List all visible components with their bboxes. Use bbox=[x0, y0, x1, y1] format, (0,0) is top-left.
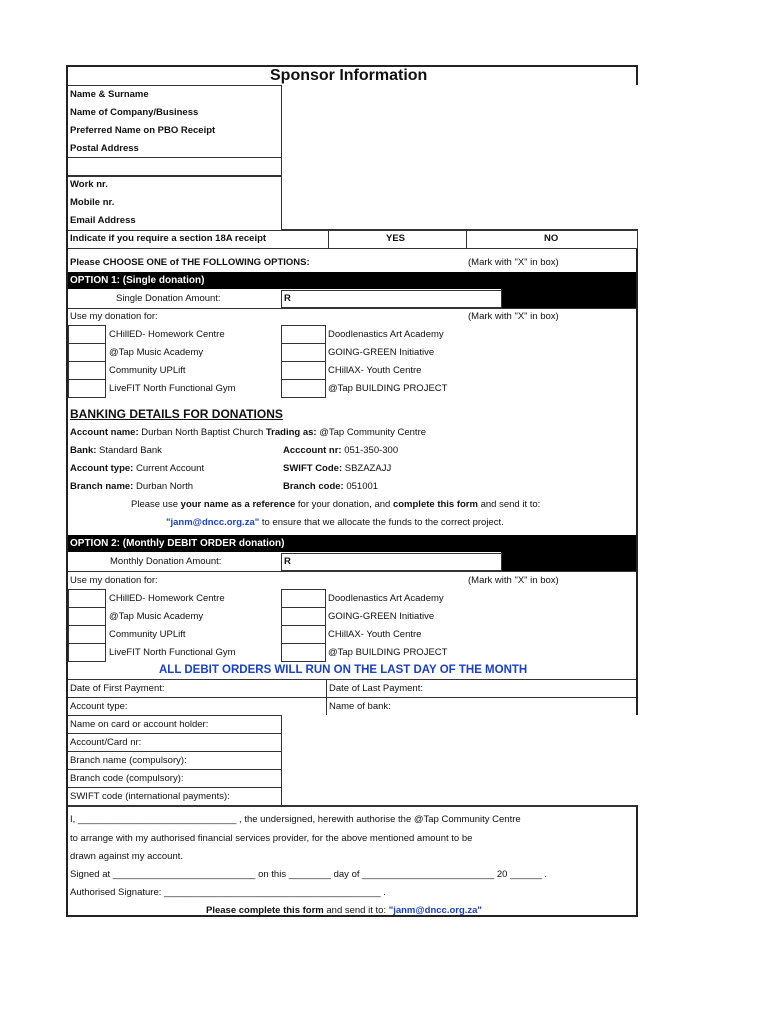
divider bbox=[68, 157, 281, 158]
pbo-name-input[interactable] bbox=[281, 121, 638, 140]
option-label: Doodlenastics Art Academy bbox=[328, 593, 444, 604]
field-label-email: Email Address bbox=[70, 215, 136, 226]
checkbox-building[interactable] bbox=[281, 379, 326, 398]
checkbox-going-green[interactable] bbox=[281, 343, 326, 362]
currency-symbol: R bbox=[284, 556, 291, 567]
option-label: CHillAX- Youth Centre bbox=[328, 365, 422, 376]
account-holder-label: Name on card or account holder: bbox=[70, 719, 209, 730]
debit-order-notice: ALL DEBIT ORDERS WILL RUN ON THE LAST DAY OF THE MONTH bbox=[159, 664, 528, 676]
checkbox-going-green-2[interactable] bbox=[281, 607, 326, 626]
auth-line-1: I, ______________________________ , the undersigned, herewith authorise the @Tap Community Centre bbox=[70, 814, 521, 825]
divider bbox=[68, 787, 281, 788]
trading-value: @Tap Community Centre bbox=[319, 427, 427, 438]
account-nr-label: Acccount nr: bbox=[283, 445, 342, 456]
option2-header: OPTION 2: (Monthly DEBIT ORDER donation) bbox=[70, 538, 285, 549]
single-amount-input[interactable] bbox=[281, 290, 502, 308]
checkbox-gym[interactable] bbox=[68, 379, 106, 398]
email-input[interactable] bbox=[281, 211, 638, 230]
account-name-value: Durban North Baptist Church bbox=[141, 427, 264, 438]
reference-note: Please use your name as a reference for your donation, and complete this form and send it to: bbox=[131, 499, 541, 510]
last-payment-label: Date of Last Payment: bbox=[329, 683, 423, 694]
signature-line: Authorised Signature: _________________________________________ . bbox=[70, 887, 386, 898]
account-type-value: Current Account bbox=[135, 463, 205, 474]
divider bbox=[68, 679, 636, 680]
swift-field-label: SWIFT code (international payments): bbox=[70, 791, 230, 802]
divider bbox=[68, 248, 636, 249]
sponsor-form bbox=[66, 65, 638, 917]
divider bbox=[68, 697, 636, 698]
mark-instruction: (Mark with "X" in box) bbox=[468, 311, 559, 322]
branch-name-input[interactable] bbox=[281, 751, 638, 770]
checkbox-chillax-2[interactable] bbox=[281, 625, 326, 644]
field-label-work-nr: Work nr. bbox=[70, 179, 108, 190]
page-title: Sponsor Information bbox=[270, 67, 428, 84]
branch-name-label: Branch name: bbox=[70, 481, 134, 492]
use-donation-label: Use my donation for: bbox=[70, 311, 158, 322]
divider bbox=[68, 805, 636, 807]
swift-value: SBZAZAJJ bbox=[344, 463, 392, 474]
divider bbox=[68, 571, 636, 572]
option-label: Community UPLift bbox=[109, 629, 186, 640]
checkbox-music-2[interactable] bbox=[68, 607, 106, 626]
checkbox-gym-2[interactable] bbox=[68, 643, 106, 662]
mobile-nr-input[interactable] bbox=[281, 193, 638, 212]
field-label-pbo-name: Preferred Name on PBO Receipt bbox=[70, 125, 216, 136]
bank-value: Standard Bank bbox=[99, 445, 162, 456]
bank-name-field-label: Name of bank: bbox=[329, 701, 391, 712]
email-note: "janm@dncc.org.za" to ensure that we allocate the funds to the correct project. bbox=[166, 517, 504, 528]
checkbox-doodlenastics-2[interactable] bbox=[281, 589, 326, 608]
option1-header: OPTION 1: (Single donation) bbox=[70, 275, 205, 286]
mark-instruction: (Mark with "X" in box) bbox=[468, 257, 559, 268]
divider bbox=[68, 733, 281, 734]
bank-label: Bank: bbox=[70, 445, 97, 456]
branch-code-input[interactable] bbox=[281, 769, 638, 788]
checkbox-chilled-2[interactable] bbox=[68, 589, 106, 608]
option-label: CHillAX- Youth Centre bbox=[328, 629, 422, 640]
account-name-label: Account name: bbox=[70, 427, 139, 438]
checkbox-chilled[interactable] bbox=[68, 325, 106, 344]
option-label: Community UPLift bbox=[109, 365, 186, 376]
account-card-nr-input[interactable] bbox=[281, 733, 638, 752]
option-label: GOING-GREEN Initiative bbox=[328, 611, 435, 622]
first-payment-label: Date of First Payment: bbox=[70, 683, 165, 694]
single-amount-label: Single Donation Amount: bbox=[116, 293, 221, 304]
option-label: Doodlenastics Art Academy bbox=[328, 329, 444, 340]
option-label: @Tap Music Academy bbox=[109, 347, 204, 358]
option-label: LiveFIT North Functional Gym bbox=[109, 647, 236, 658]
option-label: LiveFIT North Functional Gym bbox=[109, 383, 236, 394]
signed-at-line: Signed at ___________________________ on this ________ day of _________________________ 20 ______ . bbox=[70, 869, 548, 880]
option-label: CHillED- Homework Centre bbox=[109, 329, 225, 340]
section18a-no: NO bbox=[544, 233, 559, 244]
final-contact-email[interactable]: "janm@dncc.org.za" bbox=[388, 905, 482, 916]
branch-name-field-label: Branch name (compulsory): bbox=[70, 755, 187, 766]
option1-bar-fill bbox=[501, 289, 636, 308]
postal-input[interactable] bbox=[281, 139, 638, 158]
branch-code-value: 051001 bbox=[346, 481, 379, 492]
field-label-company: Name of Company/Business bbox=[70, 107, 199, 118]
checkbox-building-2[interactable] bbox=[281, 643, 326, 662]
branch-code-label: Branch code: bbox=[283, 481, 344, 492]
option-label: @Tap Music Academy bbox=[109, 611, 204, 622]
branch-name-value: Durban North bbox=[136, 481, 194, 492]
account-card-nr-label: Account/Card nr: bbox=[70, 737, 142, 748]
section18a-label: Indicate if you require a section 18A receipt bbox=[70, 233, 267, 244]
monthly-amount-input[interactable] bbox=[281, 553, 502, 571]
account-type-field-label: Account type: bbox=[70, 701, 128, 712]
checkbox-music[interactable] bbox=[68, 343, 106, 362]
swift-input[interactable] bbox=[281, 787, 638, 806]
choose-options-text: Please CHOOSE ONE of THE FOLLOWING OPTIONS: bbox=[70, 257, 310, 268]
option-label: CHillED- Homework Centre bbox=[109, 593, 225, 604]
field-label-name: Name & Surname bbox=[70, 89, 149, 100]
use-donation-label: Use my donation for: bbox=[70, 575, 158, 586]
work-nr-input[interactable] bbox=[281, 175, 638, 194]
company-input[interactable] bbox=[281, 103, 638, 122]
branch-code-field-label: Branch code (compulsory): bbox=[70, 773, 184, 784]
checkbox-chillax[interactable] bbox=[281, 361, 326, 380]
checkbox-uplift-2[interactable] bbox=[68, 625, 106, 644]
mark-instruction: (Mark with "X" in box) bbox=[468, 575, 559, 586]
divider bbox=[68, 308, 636, 309]
trading-label: Trading as: bbox=[265, 427, 317, 438]
divider bbox=[68, 769, 281, 770]
option-label: @Tap BUILDING PROJECT bbox=[328, 383, 448, 394]
currency-symbol: R bbox=[284, 293, 291, 304]
checkbox-doodlenastics[interactable] bbox=[281, 325, 326, 344]
option-label: GOING-GREEN Initiative bbox=[328, 347, 435, 358]
section18a-yes: YES bbox=[386, 233, 406, 244]
postal-input-2[interactable] bbox=[281, 157, 638, 176]
monthly-amount-label: Monthly Donation Amount: bbox=[110, 556, 222, 567]
final-instruction: Please complete this form and send it to: "janm@dncc.org.za" bbox=[206, 905, 482, 916]
divider bbox=[68, 751, 281, 752]
banking-heading: BANKING DETAILS FOR DONATIONS bbox=[70, 407, 283, 421]
field-label-postal: Postal Address bbox=[70, 143, 139, 154]
checkbox-uplift[interactable] bbox=[68, 361, 106, 380]
option-label: @Tap BUILDING PROJECT bbox=[328, 647, 448, 658]
account-holder-input[interactable] bbox=[281, 715, 638, 734]
auth-line-2: to arrange with my authorised financial services provider, for the above mentioned amount to be bbox=[70, 833, 473, 844]
contact-email[interactable]: "janm@dncc.org.za" bbox=[166, 517, 260, 528]
name-input[interactable] bbox=[281, 85, 638, 104]
option2-bar-fill bbox=[501, 552, 636, 571]
account-nr-value: 051-350-300 bbox=[344, 445, 399, 456]
auth-line-3: drawn against my account. bbox=[70, 851, 184, 862]
swift-label: SWIFT Code: bbox=[283, 463, 343, 474]
field-label-mobile-nr: Mobile nr. bbox=[70, 197, 115, 208]
account-type-label: Account type: bbox=[70, 463, 134, 474]
